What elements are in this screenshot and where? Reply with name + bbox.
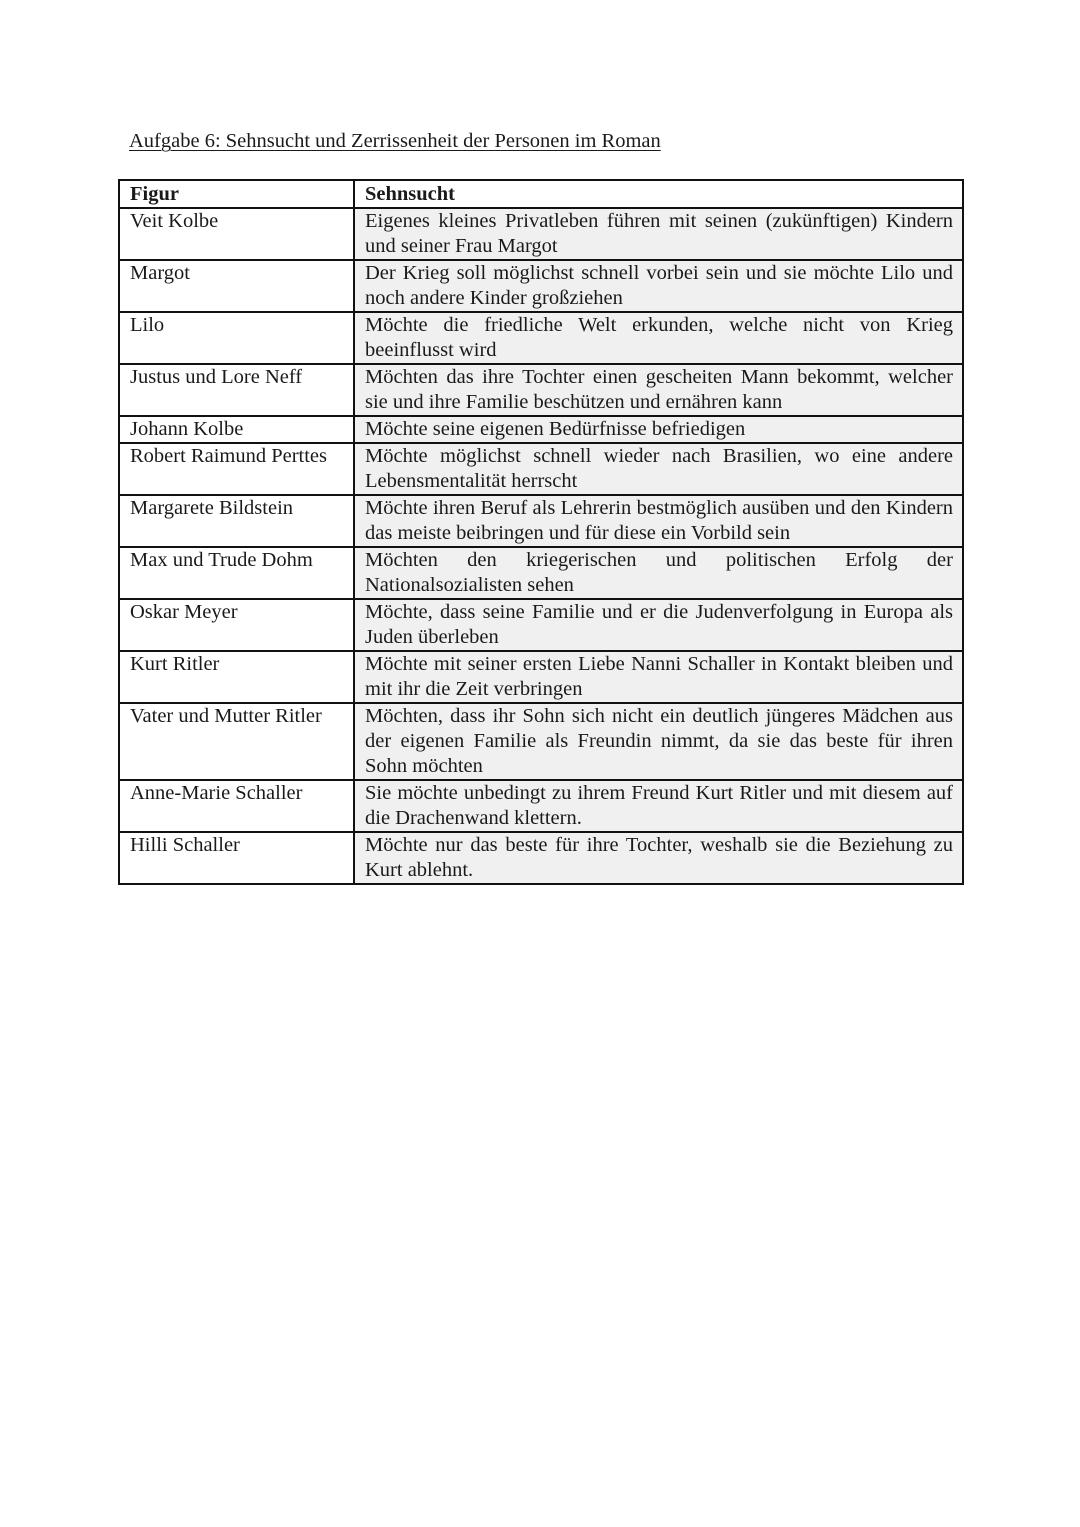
longing-cell: Möchte nur das beste für ihre Tochter, weshalb sie die Beziehung zu Kurt ablehnt. (354, 832, 963, 884)
figure-cell: Margarete Bildstein (119, 495, 354, 547)
figure-cell: Lilo (119, 312, 354, 364)
column-header-longing: Sehnsucht (354, 180, 963, 208)
table-row (119, 832, 963, 884)
table-row (119, 703, 963, 780)
table-row (119, 599, 963, 651)
figure-cell: Robert Raimund Perttes (119, 443, 354, 495)
figure-cell: Justus und Lore Neff (119, 364, 354, 416)
longing-cell: Der Krieg soll möglichst schnell vorbei sein und sie möchte Lilo und noch andere Kinder großziehen (354, 260, 963, 312)
figure-cell: Kurt Ritler (119, 651, 354, 703)
longing-cell: Möchten das ihre Tochter einen gescheiten Mann bekommt, welcher sie und ihre Familie beschützen und ernähren kann (354, 364, 963, 416)
longing-cell: Sie möchte unbedingt zu ihrem Freund Kurt Ritler und mit diesem auf die Drachenwand klettern. (354, 780, 963, 832)
table-header-row (119, 180, 963, 208)
longing-cell: Möchte mit seiner ersten Liebe Nanni Schaller in Kontakt bleiben und mit ihr die Zeit verbringen (354, 651, 963, 703)
longing-cell: Möchte die friedliche Welt erkunden, welche nicht von Krieg beeinflusst wird (354, 312, 963, 364)
longing-cell: Möchten den kriegerischen und politischen Erfolg der Nationalsozialisten sehen (354, 547, 963, 599)
longing-cell: Möchte ihren Beruf als Lehrerin bestmöglich ausüben und den Kindern das meiste beibringen und für diese ein Vorbild sein (354, 495, 963, 547)
table-row (119, 364, 963, 416)
longing-cell: Möchten, dass ihr Sohn sich nicht ein deutlich jüngeres Mädchen aus der eigenen Familie als Freundin nimmt, da sie das beste für ihren Sohn möchten (354, 703, 963, 780)
characters-longing-table (118, 179, 964, 885)
figure-cell: Johann Kolbe (119, 416, 354, 443)
table-row (119, 495, 963, 547)
figure-cell: Oskar Meyer (119, 599, 354, 651)
figure-cell: Hilli Schaller (119, 832, 354, 884)
table-row (119, 780, 963, 832)
table-row (119, 651, 963, 703)
table-row (119, 416, 963, 443)
figure-cell: Anne-Marie Schaller (119, 780, 354, 832)
figure-cell: Vater und Mutter Ritler (119, 703, 354, 780)
page-title: Aufgabe 6: Sehnsucht und Zerrissenheit der Personen im Roman (129, 130, 661, 152)
table-row (119, 443, 963, 495)
longing-cell: Möchte seine eigenen Bedürfnisse befriedigen (354, 416, 963, 443)
figure-cell: Max und Trude Dohm (119, 547, 354, 599)
table-row (119, 208, 963, 260)
table-row (119, 260, 963, 312)
figure-cell: Veit Kolbe (119, 208, 354, 260)
longing-cell: Möchte möglichst schnell wieder nach Brasilien, wo eine andere Lebensmentalität herrscht (354, 443, 963, 495)
column-header-figure: Figur (119, 180, 354, 208)
table-row (119, 547, 963, 599)
longing-cell: Möchte, dass seine Familie und er die Judenverfolgung in Europa als Juden überleben (354, 599, 963, 651)
table-row (119, 312, 963, 364)
figure-cell: Margot (119, 260, 354, 312)
longing-cell: Eigenes kleines Privatleben führen mit seinen (zukünftigen) Kindern und seiner Frau Margot (354, 208, 963, 260)
